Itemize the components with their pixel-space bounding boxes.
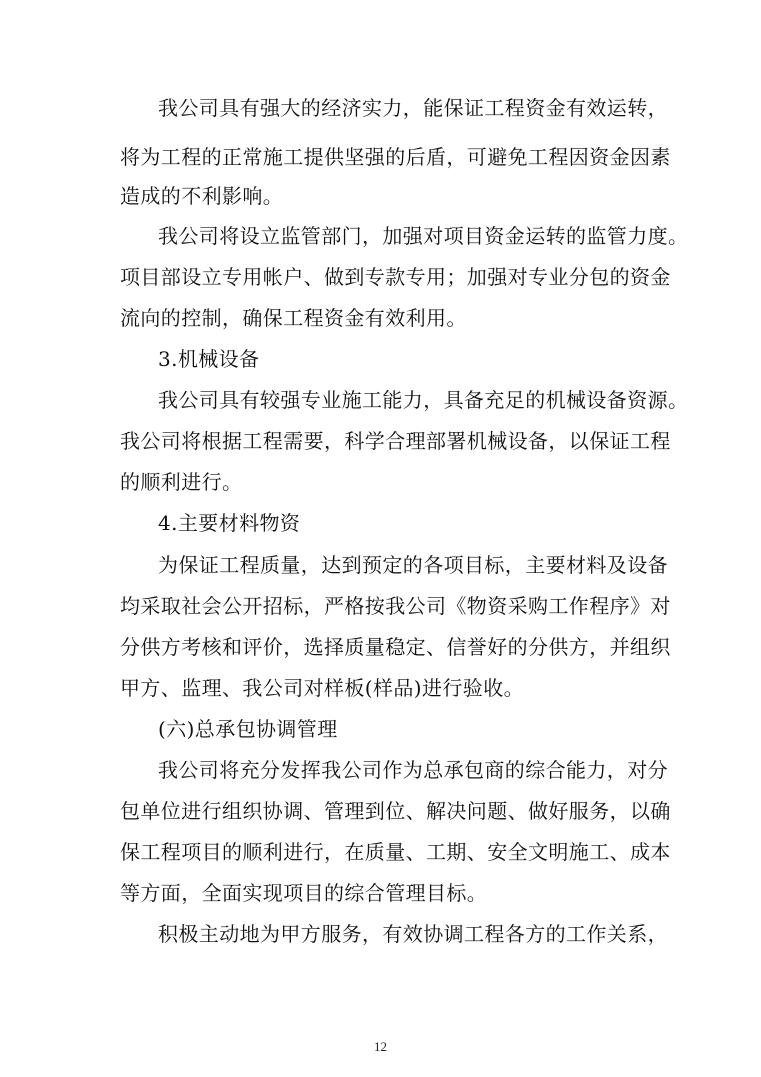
text-line: 保工程项目的顺利进行，在质量、工期、安全文明施工、成本 — [120, 840, 671, 864]
text-line: 将为工程的正常施工提供坚强的后盾，可避免工程因资金因素 — [120, 145, 671, 169]
text-line: 甲方、监理、我公司对样板(样品)进行验收。 — [120, 676, 525, 700]
text-line: 我公司将充分发挥我公司作为总承包商的综合能力，对分 — [158, 758, 668, 782]
text-line: 项目部设立专用帐户、做到专款专用；加强对专业分包的资金 — [120, 265, 671, 289]
text-line: 积极主动地为甲方服务，有效协调工程各方的工作关系， — [158, 922, 668, 946]
text-line: 我公司将根据工程需要，科学合理部署机械设备，以保证工程 — [120, 429, 671, 453]
section-heading: 3.机械设备 — [158, 347, 260, 371]
text-line: 我公司具有较强专业施工能力，具备充足的机械设备资源。 — [158, 388, 689, 412]
text-line: 造成的不利影响。 — [120, 184, 284, 208]
text-line: 我公司将设立监管部门，加强对项目资金运转的监管力度。 — [158, 224, 689, 248]
text-line: 为保证工程质量，达到预定的各项目标，主要材料及设备 — [158, 553, 668, 577]
section-heading: 4.主要材料物资 — [158, 511, 301, 535]
text-line: 包单位进行组织协调、管理到位、解决问题、做好服务，以确 — [120, 799, 671, 823]
section-heading: (六)总承包协调管理 — [158, 717, 338, 741]
text-line: 的顺利进行。 — [120, 470, 243, 494]
text-line: 等方面，全面实现项目的综合管理目标。 — [120, 881, 488, 905]
text-line: 均采取社会公开招标，严格按我公司《物资采购工作程序》对 — [120, 594, 671, 618]
text-line: 分供方考核和评价，选择质量稳定、信誉好的分供方，并组织 — [120, 635, 671, 659]
text-line: 我公司具有强大的经济实力，能保证工程资金有效运转， — [158, 96, 668, 120]
page-number: 12 — [374, 1039, 387, 1054]
text-line: 流向的控制，确保工程资金有效利用。 — [120, 306, 467, 330]
